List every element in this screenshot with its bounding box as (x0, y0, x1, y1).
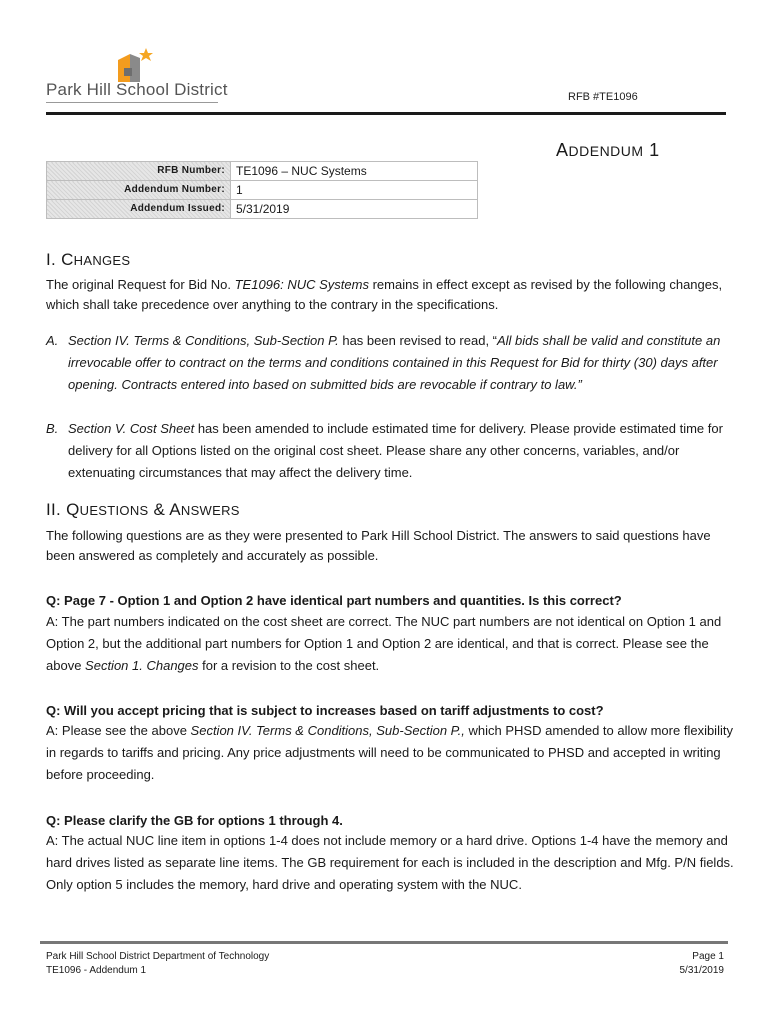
logo-underline (46, 102, 218, 103)
addendum-issued-value: 5/31/2019 (231, 200, 478, 219)
footer-page-number: Page 1 (692, 951, 724, 962)
item-b-section-ref: Section V. Cost Sheet (68, 421, 195, 436)
section-2-heading-num: II. Q (46, 500, 80, 519)
addendum-title-number: 1 (649, 140, 660, 160)
footer-doc-ref: TE1096 - Addendum 1 (46, 965, 147, 976)
addendum-title (556, 140, 660, 161)
answer-2-text: A: Please see the above (46, 723, 191, 738)
addendum-info-table (46, 161, 478, 219)
question-2: Q: Will you accept pricing that is subject to increases based on tariff adjustments to cost? (46, 703, 604, 718)
section-2-heading (46, 500, 240, 520)
rfb-number-label: RFB Number: (47, 162, 231, 181)
item-a-mid: has been revised to read, “ (338, 333, 497, 348)
section-1-heading (46, 250, 130, 270)
intro-text-rest: remains in effect except as revised by the following changes, which shall take precedence over anything to the contrary in the specifications. (46, 277, 723, 312)
footer-department: Park Hill School District Department of Technology (46, 951, 270, 962)
item-a-quote: All bids shall be valid and constitute an irrevocable offer to contract on the terms and conditions contained in this Request for Bid for thirty (30) days after opening. Contracts entered into based on submitted bids are revocable if contrary to law.” (68, 333, 721, 392)
answer-2-text-rest: which PHSD amended to allow more flexibility in regards to tariffs and pricing. Any price adjustments will need to be communicated to PHSD and accepted in writing before proceeding. (46, 723, 733, 782)
addendum-number-value: 1 (231, 181, 478, 200)
table-row (47, 181, 478, 200)
item-b-label: B. (46, 421, 59, 436)
table-row (47, 200, 478, 219)
addendum-title-initial: A (556, 140, 569, 160)
section-2-intro: The following questions are as they were presented to Park Hill School District. The answers to said questions have been answered as completely and accurately as possible. (46, 528, 711, 563)
item-a-label: A. (46, 333, 59, 348)
footer-rule (40, 941, 728, 944)
item-a-section-ref: Section IV. Terms & Conditions, Sub-Section P. (68, 333, 339, 348)
addendum-issued-label: Addendum Issued: (47, 200, 231, 219)
section-2-heading-w1: UESTIONS (79, 503, 149, 518)
question-3: Q: Please clarify the GB for options 1 through 4. (46, 813, 343, 828)
answer-1-text: A: The part numbers indicated on the cost sheet are correct. The NUC part numbers are not identical on Option 1 and Option 2, but the additional part numbers for Option 1 and Option 2 are identical, and that is correct. Please see the above (46, 614, 722, 673)
header-rule (46, 112, 726, 115)
change-item-a (46, 330, 734, 396)
item-b-rest: has been amended to include estimated time for delivery. Please provide estimated time for delivery for all Options listed on the original cost sheet. Please share any other concerns, variables, and/or extenuating circumstances that may affect the delivery time. (68, 421, 723, 480)
footer-date: 5/31/2019 (679, 965, 724, 976)
section-1-heading-word: HANGES (73, 253, 131, 268)
item-a-text (68, 330, 734, 396)
logo-mark-icon (116, 48, 156, 84)
rfb-reference: RFB #TE1096 (568, 91, 638, 103)
intro-text: The original Request for Bid No. (46, 277, 235, 292)
question-1: Q: Page 7 - Option 1 and Option 2 have identical part numbers and quantities. Is this correct? (46, 593, 622, 608)
intro-rfb-name: TE1096: NUC Systems (234, 277, 369, 292)
section-2-heading-w2: NSWERS (180, 503, 240, 518)
footer-right (680, 950, 725, 978)
addendum-number-label: Addendum Number: (47, 181, 231, 200)
addendum-title-word: DDENDUM (568, 143, 644, 159)
rfb-number-value: TE1096 – NUC Systems (231, 162, 478, 181)
footer-left (46, 950, 269, 978)
table-row (47, 162, 478, 181)
answer-3: A: The actual NUC line item in options 1-4 does not include memory or a hard drive. Options 1-4 have the memory and hard drives listed as separate line items. The GB requirement for each is included in the description and Mfg. P/N fields. Only option 5 includes the memory, hard drive and operating system with the NUC. (46, 833, 734, 892)
change-item-b (46, 418, 734, 484)
item-b-text (68, 418, 734, 484)
district-logo (46, 48, 228, 106)
answer-2-ref: Section IV. Terms & Conditions, Sub-Section P., (190, 723, 465, 738)
logo-text: Park Hill School District (46, 80, 228, 99)
section-1-intro (46, 275, 734, 314)
section-1-heading-num: I. C (46, 250, 74, 269)
section-2-heading-amp: & A (148, 500, 181, 519)
answer-1 (46, 611, 734, 677)
answer-2 (46, 720, 734, 786)
answer-1-ref: Section 1. Changes (85, 658, 199, 673)
answer-1-text-rest: for a revision to the cost sheet. (198, 658, 380, 673)
